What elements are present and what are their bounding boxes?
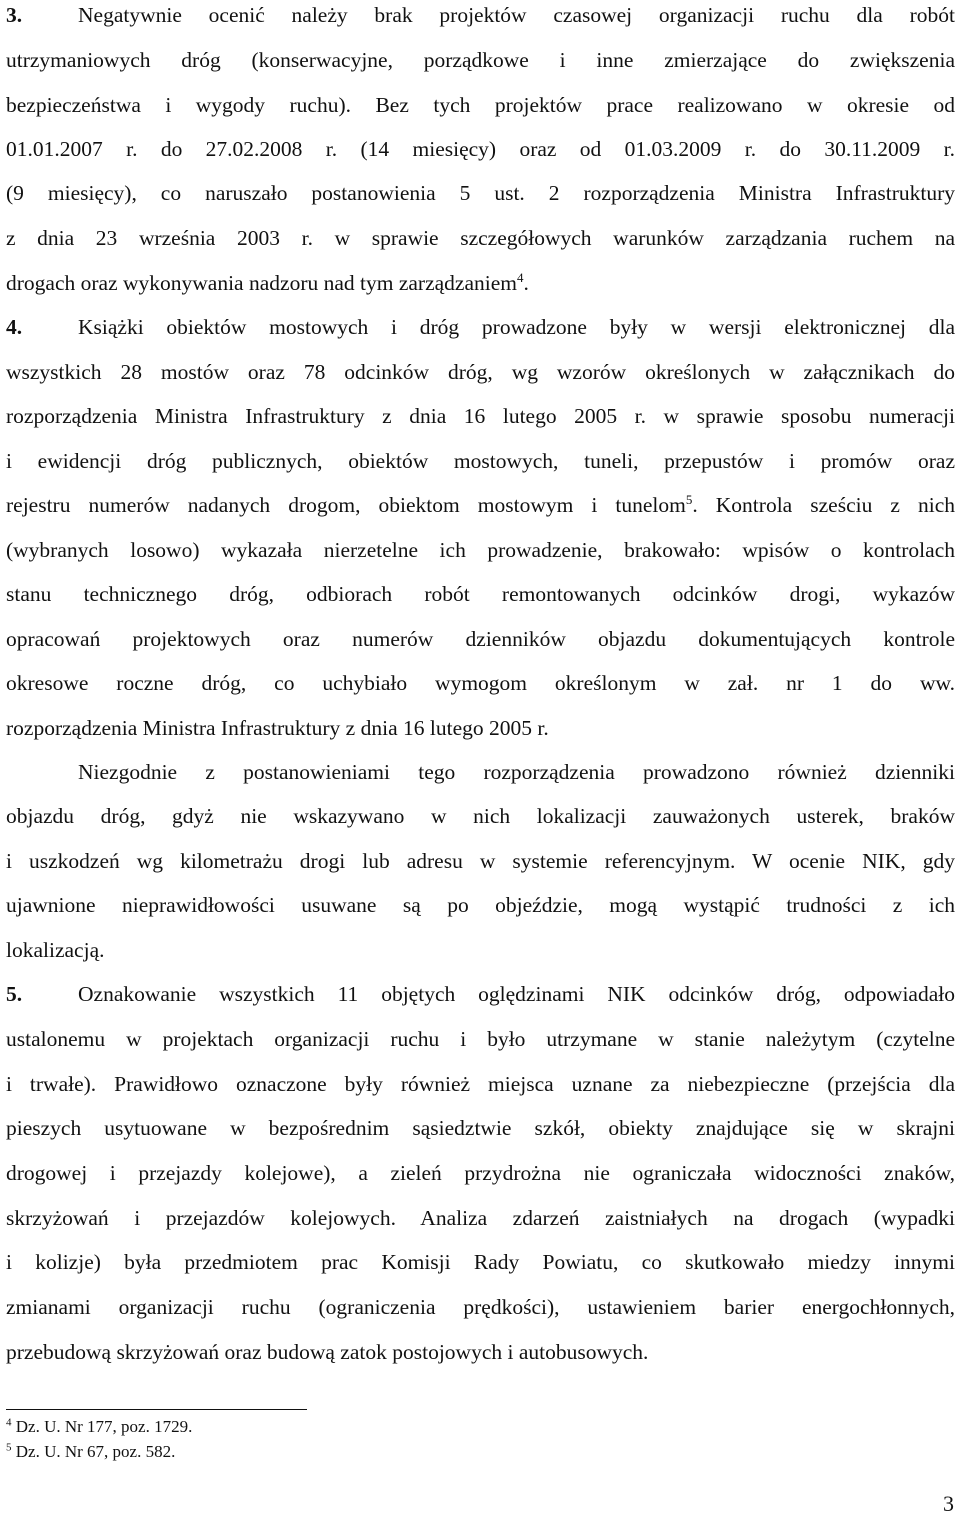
line-text: i kolizje) była przedmiotem prac Komisji Rady Powiatu, co skutkowało miedzy innymi [6,1250,955,1274]
text-line [6,45,955,75]
line-text: stanu technicznego dróg, odbiorach robót remontowanych odcinków drogi, wykazów [6,582,955,606]
text-line [6,1247,955,1277]
text-line [6,357,955,387]
line-text: zmianami organizacji ruchu (ograniczenia prędkości), ustawieniem barier energochłonnych, [6,1295,955,1319]
text-line [6,757,955,787]
line-text: z dnia 23 września 2003 r. w sprawie szczegółowych warunków zarządzania ruchem na [6,226,955,250]
line-text: objazdu dróg, gdyż nie wskazywano w nich lokalizacji zauważonych usterek, braków [6,804,955,828]
section-number: 4. [6,315,23,339]
line-text: Książki obiektów mostowych i dróg prowadzone były w wersji elektronicznej dla [78,315,955,339]
line-text: przebudową skrzyżowań oraz budową zatok postojowych i autobusowych. [6,1340,649,1364]
text-line [6,490,955,520]
text-line [6,979,955,1009]
text-line [6,446,955,476]
text-line [6,801,955,831]
text-line [6,401,955,431]
section-number: 5. [6,982,23,1006]
text-line [6,624,955,654]
text-line [6,268,955,298]
line-text: bezpieczeństwa i wygody ruchu). Bez tych projektów prace realizowano w okresie od [6,93,955,117]
line-text: lokalizacją. [6,938,105,962]
footnote-mark: 4 [6,1416,12,1429]
line-text: i trwałe). Prawidłowo oznaczone były również miejsca uznane za niebezpieczne (przejścia dla [6,1072,955,1096]
text-line [6,178,955,208]
text-line [6,1337,955,1367]
text-line [6,0,955,30]
line-text: utrzymaniowych dróg (konserwacyjne, porządkowe i inne zmierzające do zwiększenia [6,48,955,72]
footnote [6,1441,175,1463]
line-text: rozporządzenia Ministra Infrastruktury z dnia 16 lutego 2005 r. [6,716,549,740]
line-text: ujawnione nieprawidłowości usuwane są po objeździe, mogą wystąpić trudności z ich [6,893,955,917]
line-text: (wybranych losowo) wykazała nierzetelne ich prowadzenie, brakowało: wpisów o kontrolach [6,538,955,562]
text-line [6,312,955,342]
text-line [6,1113,955,1143]
line-text: pieszych usytuowane w bezpośrednim sąsiedztwie szkół, obiekty znajdujące się w skrajni [6,1116,955,1140]
footnote-reference: 4 [517,269,524,285]
text-line [6,1024,955,1054]
line-text: i ewidencji dróg publicznych, obiektów mostowych, tuneli, przepustów i promów oraz [6,449,955,473]
footnote-text: Dz. U. Nr 177, poz. 1729. [11,1417,193,1436]
text-line [6,846,955,876]
text-line [6,579,955,609]
footnote [6,1416,192,1438]
text-line [6,223,955,253]
line-text: rejestru numerów nadanych drogom, obiektom mostowym i tunelom [6,493,686,517]
text-line [6,713,955,743]
text-line [6,1069,955,1099]
line-text: okresowe roczne dróg, co uchybiało wymogom określonym w zał. nr 1 do ww. [6,671,955,695]
text-line [6,1203,955,1233]
page-number: 3 [943,1491,954,1516]
line-text: Oznakowanie wszystkich 11 objętych oględzinami NIK odcinków dróg, odpowiadało [78,982,955,1006]
line-text-continuation: . Kontrola sześciu z nich [692,493,955,517]
footnote-mark: 5 [6,1441,12,1454]
text-line [6,668,955,698]
line-text-continuation: . [523,271,529,295]
text-line [6,1158,955,1188]
line-text: opracowań projektowych oraz numerów dzienników objazdu dokumentujących kontrole [6,627,955,651]
footnote-reference: 5 [685,491,693,507]
line-text: (9 miesięcy), co naruszało postanowienia 5 ust. 2 rozporządzenia Ministra Infrastruktury [6,181,955,205]
line-text: wszystkich 28 mostów oraz 78 odcinków dróg, wg wzorów określonych w załącznikach do [6,360,955,384]
line-text: skrzyżowań i przejazdów kolejowych. Analiza zdarzeń zaistniałych na drogach (wypadki [6,1206,955,1230]
line-text: drogach oraz wykonywania nadzoru nad tym zarządzaniem [6,271,517,295]
line-text: 01.01.2007 r. do 27.02.2008 r. (14 miesięcy) oraz od 01.03.2009 r. do 30.11.2009 r. [6,137,955,161]
footnote-text: Dz. U. Nr 67, poz. 582. [11,1442,176,1461]
line-text: drogowej i przejazdy kolejowe), a zieleń przydrożna nie ograniczała widoczności znaków, [6,1161,955,1185]
text-line [6,535,955,565]
text-line [6,935,955,965]
text-line [6,890,955,920]
text-line [6,1292,955,1322]
line-text: i uszkodzeń wg kilometrażu drogi lub adresu w systemie referencyjnym. W ocenie NIK, gdy [6,849,955,873]
footnote-separator [6,1409,307,1410]
line-text: Niezgodnie z postanowieniami tego rozporządzenia prowadzono również dzienniki [78,760,955,784]
line-text: rozporządzenia Ministra Infrastruktury z dnia 16 lutego 2005 r. w sprawie sposobu numeracji [6,404,955,428]
line-text: Negatywnie ocenić należy brak projektów czasowej organizacji ruchu dla robót [78,3,955,27]
text-line [6,90,955,120]
line-text: ustalonemu w projektach organizacji ruchu i było utrzymane w stanie należytym (czytelne [6,1027,955,1051]
text-line [6,134,955,164]
section-number: 3. [6,3,23,27]
